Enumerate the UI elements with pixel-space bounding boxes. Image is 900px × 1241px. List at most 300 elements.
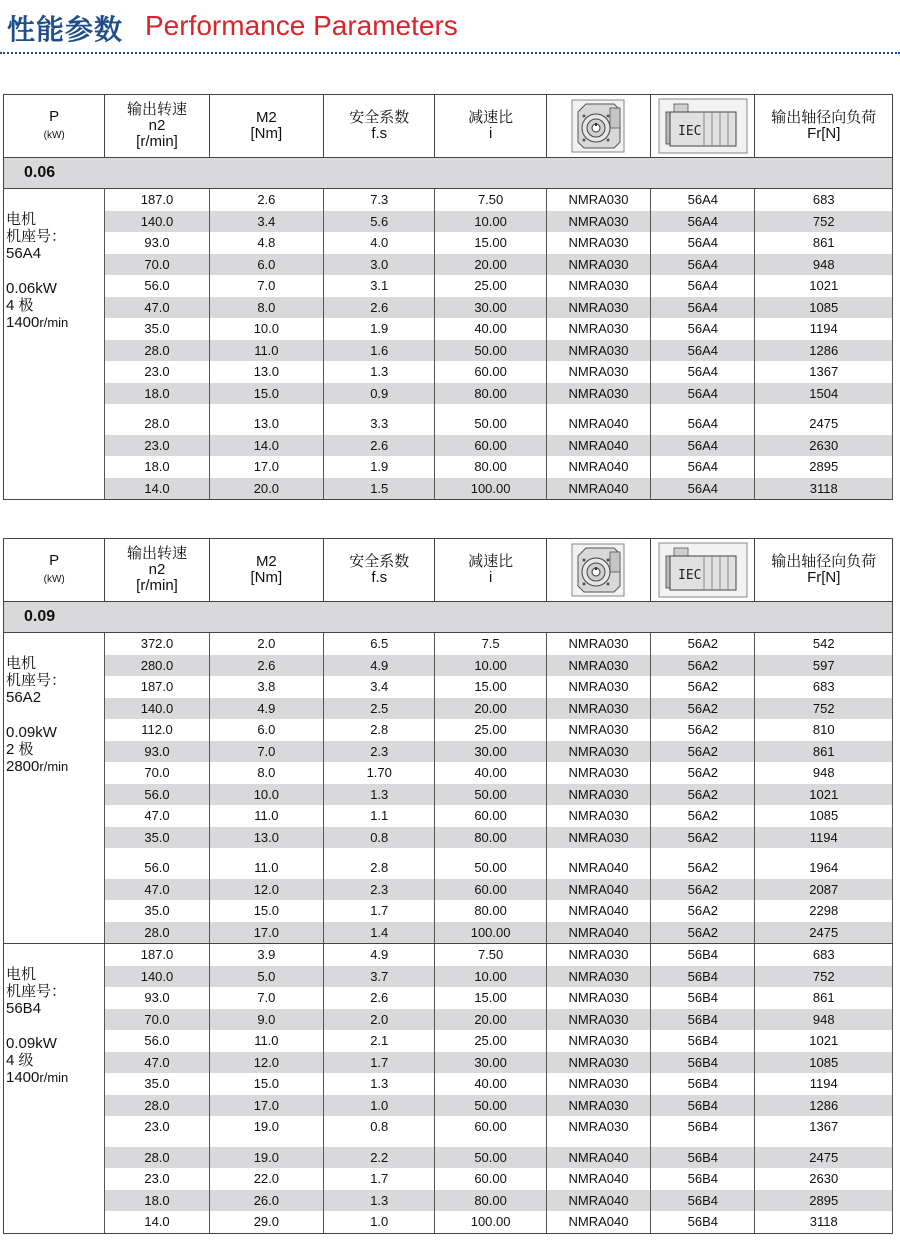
cell-gearbox-model: NMRA030	[546, 741, 650, 763]
table-row	[4, 318, 893, 340]
motor-line3: 56B4	[6, 1000, 42, 1017]
cell-motor-frame: 56A2	[651, 805, 755, 827]
cell-safety-factor: 3.4	[324, 676, 435, 698]
table-row	[4, 297, 893, 319]
cell-torque: 15.0	[209, 900, 323, 922]
cell-safety-factor: 2.2	[324, 1147, 435, 1169]
cell-radial-load: 2895	[755, 1190, 893, 1212]
cell-radial-load: 948	[755, 1009, 893, 1031]
cell-ratio: 100.00	[435, 478, 546, 500]
cell-motor-frame: 56B4	[651, 1211, 755, 1233]
cell-radial-load: 752	[755, 211, 893, 233]
cell-ratio: 10.00	[435, 655, 546, 677]
cell-motor-frame: 56A2	[651, 827, 755, 849]
cell-motor-frame: 56A2	[651, 741, 755, 763]
cell-output-speed: 140.0	[105, 698, 209, 720]
cell-radial-load: 1367	[755, 361, 893, 383]
cell-ratio: 80.00	[435, 827, 546, 849]
cell-torque: 13.0	[209, 413, 323, 435]
cell-radial-load: 752	[755, 698, 893, 720]
cell-motor-frame: 56A2	[651, 633, 755, 655]
table-row	[4, 232, 893, 254]
cell-output-speed: 56.0	[105, 1030, 209, 1052]
cell-radial-load: 861	[755, 741, 893, 763]
cell-radial-load: 1085	[755, 805, 893, 827]
cell-motor-frame: 56A4	[651, 254, 755, 276]
cell-motor-frame: 56A2	[651, 857, 755, 879]
spacer-cell	[209, 404, 323, 413]
cell-radial-load: 2895	[755, 456, 893, 478]
cell-motor-frame: 56B4	[651, 1030, 755, 1052]
cell-motor-frame: 56A4	[651, 435, 755, 457]
cell-ratio: 80.00	[435, 1190, 546, 1212]
cell-ratio: 20.00	[435, 698, 546, 720]
motor-line4: 0.06kW	[6, 280, 57, 297]
cell-radial-load: 1021	[755, 275, 893, 297]
col-output-speed: 输出转速 n2 [r/min]	[105, 539, 209, 602]
cell-motor-frame: 56A4	[651, 318, 755, 340]
table-row	[4, 1073, 893, 1095]
cell-ratio: 10.00	[435, 211, 546, 233]
cell-safety-factor: 2.6	[324, 987, 435, 1009]
cell-gearbox-model: NMRA030	[546, 805, 650, 827]
cell-motor-frame: 56B4	[651, 944, 755, 966]
cell-safety-factor: 1.6	[324, 340, 435, 362]
cell-torque: 15.0	[209, 1073, 323, 1095]
cell-output-speed: 23.0	[105, 1116, 209, 1138]
cell-radial-load: 1194	[755, 1073, 893, 1095]
cell-motor-frame: 56A2	[651, 900, 755, 922]
table-row	[4, 741, 893, 763]
cell-gearbox-model: NMRA030	[546, 762, 650, 784]
cell-output-speed: 18.0	[105, 383, 209, 405]
cell-output-speed: 14.0	[105, 478, 209, 500]
cell-ratio: 40.00	[435, 762, 546, 784]
cell-gearbox-model: NMRA030	[546, 1009, 650, 1031]
cell-torque: 6.0	[209, 719, 323, 741]
cell-torque: 8.0	[209, 762, 323, 784]
cell-radial-load: 1504	[755, 383, 893, 405]
motor-spec	[4, 189, 105, 500]
cell-torque: 22.0	[209, 1168, 323, 1190]
table-row	[4, 1190, 893, 1212]
cell-radial-load: 861	[755, 232, 893, 254]
motor-line2: 机座号：	[6, 672, 67, 689]
col-iec-motor	[651, 539, 755, 602]
cell-ratio: 7.50	[435, 189, 546, 211]
table-row	[4, 857, 893, 879]
worm-gearbox-icon	[570, 98, 626, 154]
iec-motor-icon	[658, 542, 748, 598]
cell-radial-load: 1286	[755, 340, 893, 362]
cell-gearbox-model: NMRA030	[546, 633, 650, 655]
motor-line3: 56A2	[6, 689, 42, 706]
cell-safety-factor: 1.7	[324, 1168, 435, 1190]
cell-torque: 9.0	[209, 1009, 323, 1031]
spacer-cell	[546, 404, 650, 413]
cell-gearbox-model: NMRA030	[546, 189, 650, 211]
cell-gearbox-model: NMRA030	[546, 297, 650, 319]
cell-ratio: 60.00	[435, 1116, 546, 1138]
cell-torque: 15.0	[209, 383, 323, 405]
cell-safety-factor: 2.1	[324, 1030, 435, 1052]
cell-radial-load: 752	[755, 966, 893, 988]
cell-radial-load: 2087	[755, 879, 893, 901]
table-row	[4, 1009, 893, 1031]
cell-torque: 13.0	[209, 361, 323, 383]
cell-radial-load: 2475	[755, 922, 893, 944]
table-row	[4, 698, 893, 720]
cell-torque: 12.0	[209, 1052, 323, 1074]
cell-output-speed: 140.0	[105, 966, 209, 988]
table-row	[4, 413, 893, 435]
cell-torque: 2.0	[209, 633, 323, 655]
cell-output-speed: 28.0	[105, 340, 209, 362]
cell-torque: 14.0	[209, 435, 323, 457]
cell-output-speed: 28.0	[105, 1147, 209, 1169]
spacer-cell	[324, 848, 435, 857]
table-row	[4, 633, 893, 655]
cell-ratio: 50.00	[435, 857, 546, 879]
cell-gearbox-model: NMRA040	[546, 413, 650, 435]
cell-safety-factor: 1.0	[324, 1211, 435, 1233]
motor-speed-value: 1400	[6, 314, 40, 331]
cell-output-speed: 56.0	[105, 857, 209, 879]
cell-gearbox-model: NMRA030	[546, 987, 650, 1009]
motor-line1: 电机	[6, 655, 37, 672]
motor-line4: 0.09kW	[6, 1035, 57, 1052]
motor-line1: 电机	[6, 966, 37, 983]
cell-gearbox-model: NMRA030	[546, 1095, 650, 1117]
cell-ratio: 60.00	[435, 879, 546, 901]
cell-gearbox-model: NMRA030	[546, 1052, 650, 1074]
cell-ratio: 60.00	[435, 435, 546, 457]
spacer-cell	[105, 404, 209, 413]
cell-output-speed: 93.0	[105, 741, 209, 763]
motor-speed-unit: r/min	[39, 1070, 69, 1085]
table-row	[4, 922, 893, 944]
cell-radial-load: 1367	[755, 1116, 893, 1138]
cell-safety-factor: 0.8	[324, 1116, 435, 1138]
table-row	[4, 966, 893, 988]
cell-torque: 5.0	[209, 966, 323, 988]
col-torque: M2 [Nm]	[209, 539, 323, 602]
motor-speed-unit: r/min	[39, 315, 69, 330]
cell-safety-factor: 1.4	[324, 922, 435, 944]
cell-output-speed: 93.0	[105, 987, 209, 1009]
cell-gearbox-model: NMRA030	[546, 966, 650, 988]
power-row	[4, 158, 893, 189]
table-header-row	[4, 539, 893, 602]
motor-line3: 56A4	[6, 245, 42, 262]
table-row	[4, 762, 893, 784]
cell-ratio: 7.50	[435, 944, 546, 966]
cell-safety-factor: 6.5	[324, 633, 435, 655]
table-row	[4, 361, 893, 383]
cell-output-speed: 372.0	[105, 633, 209, 655]
cell-torque: 4.9	[209, 698, 323, 720]
table-row	[4, 879, 893, 901]
iec-motor-icon	[658, 98, 748, 154]
cell-radial-load: 2298	[755, 900, 893, 922]
motor-line5: 4 极	[6, 297, 34, 314]
cell-gearbox-model: NMRA030	[546, 340, 650, 362]
cell-safety-factor: 7.3	[324, 189, 435, 211]
cell-gearbox-model: NMRA030	[546, 232, 650, 254]
motor-speed-value: 2800	[6, 758, 40, 775]
cell-torque: 11.0	[209, 857, 323, 879]
cell-radial-load: 683	[755, 189, 893, 211]
cell-output-speed: 47.0	[105, 879, 209, 901]
cell-torque: 19.0	[209, 1116, 323, 1138]
cell-motor-frame: 56B4	[651, 1009, 755, 1031]
cell-radial-load: 1021	[755, 1030, 893, 1052]
cell-radial-load: 597	[755, 655, 893, 677]
cell-output-speed: 23.0	[105, 1168, 209, 1190]
cell-gearbox-model: NMRA030	[546, 1030, 650, 1052]
table-row	[4, 478, 893, 500]
cell-torque: 6.0	[209, 254, 323, 276]
cell-ratio: 15.00	[435, 676, 546, 698]
motor-spec	[4, 633, 105, 944]
cell-torque: 7.0	[209, 741, 323, 763]
cell-output-speed: 70.0	[105, 1009, 209, 1031]
cell-torque: 12.0	[209, 879, 323, 901]
page-title-cn: 性能参数	[7, 13, 124, 46]
cell-radial-load: 2630	[755, 1168, 893, 1190]
iec-label: IEC	[677, 124, 702, 139]
table-row	[4, 211, 893, 233]
performance-table-0.09	[3, 538, 893, 1234]
col-output-speed: 输出转速 n2 [r/min]	[105, 95, 209, 158]
table-row	[4, 1116, 893, 1138]
cell-radial-load: 1194	[755, 318, 893, 340]
table-row	[4, 655, 893, 677]
cell-torque: 17.0	[209, 456, 323, 478]
cell-safety-factor: 0.9	[324, 383, 435, 405]
cell-ratio: 60.00	[435, 361, 546, 383]
cell-output-speed: 14.0	[105, 1211, 209, 1233]
cell-safety-factor: 1.7	[324, 1052, 435, 1074]
cell-motor-frame: 56B4	[651, 1095, 755, 1117]
header-divider	[0, 52, 900, 54]
table-row	[4, 1030, 893, 1052]
cell-safety-factor: 3.3	[324, 413, 435, 435]
cell-radial-load: 2475	[755, 1147, 893, 1169]
cell-radial-load: 1194	[755, 827, 893, 849]
table-row	[4, 1095, 893, 1117]
cell-torque: 3.4	[209, 211, 323, 233]
cell-output-speed: 18.0	[105, 1190, 209, 1212]
cell-gearbox-model: NMRA030	[546, 383, 650, 405]
cell-gearbox-model: NMRA040	[546, 456, 650, 478]
cell-motor-frame: 56A4	[651, 383, 755, 405]
table-row	[4, 189, 893, 211]
cell-torque: 3.8	[209, 676, 323, 698]
cell-safety-factor: 1.5	[324, 478, 435, 500]
cell-gearbox-model: NMRA030	[546, 1073, 650, 1095]
cell-output-speed: 187.0	[105, 676, 209, 698]
cell-torque: 2.6	[209, 189, 323, 211]
spacer-cell	[105, 1138, 209, 1147]
spacer-cell	[435, 848, 546, 857]
cell-ratio: 50.00	[435, 784, 546, 806]
cell-output-speed: 23.0	[105, 435, 209, 457]
table-row	[4, 900, 893, 922]
cell-ratio: 60.00	[435, 1168, 546, 1190]
cell-torque: 17.0	[209, 1095, 323, 1117]
cell-safety-factor: 1.9	[324, 456, 435, 478]
cell-motor-frame: 56B4	[651, 966, 755, 988]
cell-motor-frame: 56A4	[651, 211, 755, 233]
cell-torque: 8.0	[209, 297, 323, 319]
cell-gearbox-model: NMRA030	[546, 1116, 650, 1138]
cell-output-speed: 70.0	[105, 254, 209, 276]
cell-output-speed: 93.0	[105, 232, 209, 254]
table-row	[4, 805, 893, 827]
cell-ratio: 50.00	[435, 340, 546, 362]
motor-line2: 机座号：	[6, 228, 67, 245]
cell-gearbox-model: NMRA030	[546, 254, 650, 276]
cell-motor-frame: 56A2	[651, 879, 755, 901]
cell-radial-load: 2630	[755, 435, 893, 457]
cell-output-speed: 56.0	[105, 275, 209, 297]
cell-gearbox-model: NMRA030	[546, 318, 650, 340]
cell-gearbox-model: NMRA030	[546, 827, 650, 849]
cell-ratio: 10.00	[435, 966, 546, 988]
motor-line4: 0.09kW	[6, 724, 57, 741]
cell-motor-frame: 56A4	[651, 340, 755, 362]
cell-motor-frame: 56A4	[651, 297, 755, 319]
cell-safety-factor: 2.6	[324, 297, 435, 319]
cell-gearbox-model: NMRA040	[546, 1190, 650, 1212]
cell-safety-factor: 4.9	[324, 655, 435, 677]
cell-radial-load: 810	[755, 719, 893, 741]
cell-safety-factor: 5.6	[324, 211, 435, 233]
cell-torque: 11.0	[209, 340, 323, 362]
cell-output-speed: 70.0	[105, 762, 209, 784]
cell-ratio: 50.00	[435, 413, 546, 435]
cell-safety-factor: 1.0	[324, 1095, 435, 1117]
cell-torque: 11.0	[209, 805, 323, 827]
cell-radial-load: 1286	[755, 1095, 893, 1117]
cell-output-speed: 35.0	[105, 1073, 209, 1095]
iec-label: IEC	[677, 568, 702, 583]
cell-ratio: 15.00	[435, 232, 546, 254]
spacer-cell	[209, 1138, 323, 1147]
cell-torque: 10.0	[209, 318, 323, 340]
spacer-cell	[435, 404, 546, 413]
cell-ratio: 60.00	[435, 805, 546, 827]
cell-output-speed: 28.0	[105, 922, 209, 944]
cell-ratio: 80.00	[435, 456, 546, 478]
motor-spec	[4, 944, 105, 1234]
cell-safety-factor: 3.1	[324, 275, 435, 297]
cell-ratio: 25.00	[435, 1030, 546, 1052]
cell-safety-factor: 4.9	[324, 944, 435, 966]
cell-ratio: 25.00	[435, 719, 546, 741]
cell-motor-frame: 56A4	[651, 413, 755, 435]
cell-gearbox-model: NMRA040	[546, 1168, 650, 1190]
page-title-en: Performance Parameters	[145, 10, 458, 41]
cell-torque: 10.0	[209, 784, 323, 806]
spacer-cell	[546, 1138, 650, 1147]
cell-torque: 4.8	[209, 232, 323, 254]
cell-ratio: 20.00	[435, 1009, 546, 1031]
cell-ratio: 25.00	[435, 275, 546, 297]
motor-line1: 电机	[6, 211, 37, 228]
cell-output-speed: 187.0	[105, 944, 209, 966]
cell-gearbox-model: NMRA030	[546, 275, 650, 297]
row-spacer	[4, 404, 893, 413]
cell-torque: 7.0	[209, 275, 323, 297]
cell-safety-factor: 2.3	[324, 879, 435, 901]
cell-ratio: 80.00	[435, 383, 546, 405]
cell-output-speed: 35.0	[105, 900, 209, 922]
cell-motor-frame: 56B4	[651, 987, 755, 1009]
cell-motor-frame: 56A2	[651, 762, 755, 784]
cell-ratio: 40.00	[435, 318, 546, 340]
cell-output-speed: 112.0	[105, 719, 209, 741]
cell-torque: 2.6	[209, 655, 323, 677]
cell-gearbox-model: NMRA040	[546, 435, 650, 457]
cell-torque: 26.0	[209, 1190, 323, 1212]
cell-ratio: 40.00	[435, 1073, 546, 1095]
cell-motor-frame: 56A2	[651, 698, 755, 720]
cell-safety-factor: 1.3	[324, 1190, 435, 1212]
cell-radial-load: 3118	[755, 1211, 893, 1233]
table-row	[4, 944, 893, 966]
page-header	[0, 0, 900, 58]
cell-radial-load: 542	[755, 633, 893, 655]
cell-radial-load: 683	[755, 676, 893, 698]
motor-speed	[6, 758, 104, 775]
motor-line5: 4 级	[6, 1052, 34, 1069]
cell-radial-load: 948	[755, 762, 893, 784]
cell-motor-frame: 56A2	[651, 784, 755, 806]
cell-safety-factor: 1.70	[324, 762, 435, 784]
cell-gearbox-model: NMRA040	[546, 900, 650, 922]
cell-output-speed: 47.0	[105, 297, 209, 319]
spacer-cell	[651, 848, 755, 857]
table-row	[4, 1147, 893, 1169]
performance-table-0.06	[3, 94, 893, 500]
cell-gearbox-model: NMRA030	[546, 784, 650, 806]
table-row	[4, 784, 893, 806]
cell-radial-load: 1964	[755, 857, 893, 879]
cell-torque: 13.0	[209, 827, 323, 849]
cell-gearbox-model: NMRA030	[546, 211, 650, 233]
spacer-cell	[755, 1138, 893, 1147]
cell-motor-frame: 56B4	[651, 1147, 755, 1169]
cell-safety-factor: 1.7	[324, 900, 435, 922]
cell-safety-factor: 0.8	[324, 827, 435, 849]
cell-radial-load: 1085	[755, 1052, 893, 1074]
table-row	[4, 254, 893, 276]
cell-motor-frame: 56A4	[651, 478, 755, 500]
cell-ratio: 50.00	[435, 1095, 546, 1117]
table-row	[4, 340, 893, 362]
cell-output-speed: 23.0	[105, 361, 209, 383]
motor-speed	[6, 1069, 104, 1086]
cell-output-speed: 35.0	[105, 318, 209, 340]
cell-motor-frame: 56B4	[651, 1190, 755, 1212]
cell-safety-factor: 1.3	[324, 361, 435, 383]
cell-torque: 29.0	[209, 1211, 323, 1233]
cell-output-speed: 35.0	[105, 827, 209, 849]
cell-gearbox-model: NMRA040	[546, 922, 650, 944]
cell-radial-load: 1085	[755, 297, 893, 319]
